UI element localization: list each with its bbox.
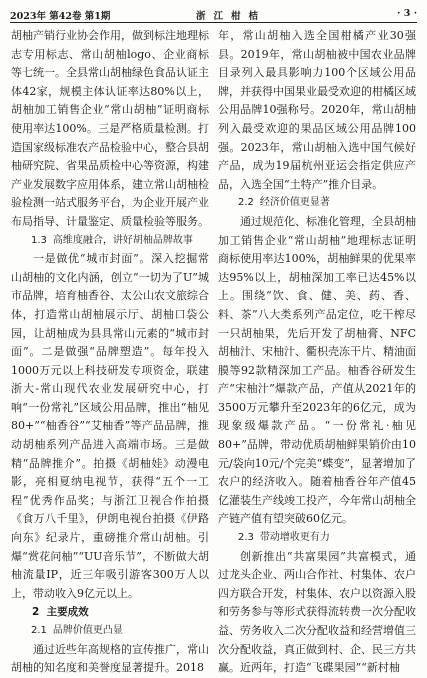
paragraph: 创新推出“共富果园”共富模式，通过龙头企业、两山合作社、村集体、农户四方联合开发，村集体、农户以资源入股和劳务参与等形式获得流转费一次分配收益、劳务收入二次分配收益和经营增值三次分配收益，真正做到村、企、民三方共赢。近两年，打造“飞碟果园”“新村柚 [218, 549, 416, 675]
subsection-heading-2-3 [218, 529, 416, 548]
section-title: 经济价值更显著 [259, 197, 330, 209]
paragraph: 通过规范化、标准化管理，全县胡柚加工销售企业“常山胡柚”地理标志证明商标使用率达100%，胡柚鲜果的优果率达95%以上，胡柚深加工率已达45%以上。围绕“饮、食、健、美、药、香、料、茶”八大类系列产品定位，吃干榨尽一只胡柚果，先后开发了胡柚膏、NFC胡柚汁、宋柚汁、衢枳壳冻干片、精油面膜等92款精深加工产品。柚香谷研发生产“宋柚汁”爆款产品，产值从2021年的3500万元攀升至2023年的6亿元，成为现象级爆款产品。“一份常礼·柚见80+”品牌，带动优质胡柚鲜果销价由10元/袋向10元/个完美“蝶变”，显著增加了农户的经济收入。随着柚香谷年产值45亿灌装生产线竣工投产，今年常山胡柚全产链产值有望突破60亿元。 [218, 214, 416, 526]
section-number: 2.3 [238, 532, 254, 544]
section-title: 带动增收更有力 [259, 532, 330, 544]
page-number: · 3 · [397, 8, 417, 19]
section-number: 2 [32, 606, 40, 619]
left-column [11, 27, 209, 678]
paragraph: 年，常山胡柚入选全国柑橘产业30强县。2019年，常山胡柚被中国农业品牌目录列入最具影响力100个区域公用品牌，并获得中国果业最受欢迎的柑橘区域公用品牌10强称号。2020年，常山胡柚列入最受欢迎的果品区域公用品牌100强。2023年，常山胡柚入选中国气候好产品，成为19届杭州亚运会指定供应产品，入选全国“土特产”推介目录。 [218, 29, 416, 191]
right-column [218, 27, 416, 678]
paragraph: 胡柚产销行业协会作用，做到标注地理标志专用标志、常山胡柚logo、企业商标等七统一。全县常山胡柚绿色食品认证主体42家，规模主体认证率达80%以上，胡柚加工销售企业“常山胡柚”证明商标使用率达100%。三是严格质量检测。打造国家级标准农产品检验中心，整合县胡柚研究院、省果品质检中心等资源，构建产业发展数字应用体系，建立常山胡柚检验检测一站式服务平台，为企业开展产业布局指导、计量鉴定、质量检验等服务。 [11, 29, 209, 228]
subsection-heading-2-1 [11, 622, 209, 641]
subsection-heading-1-3 [11, 232, 209, 251]
section-title: 高维度融合，讲好胡柚品牌故事 [52, 234, 193, 246]
journal-title: 浙江柑桔 [196, 11, 267, 22]
subsection-heading-2-2 [218, 194, 416, 213]
section-title: 主要成效 [46, 606, 89, 619]
section-number: 2.1 [31, 625, 47, 636]
page-header [10, 6, 417, 22]
section-number: 2.2 [238, 197, 254, 209]
journal-issue: 2023年 第42卷 第1期 [10, 11, 111, 22]
paragraph: 通过近些年高规格的宣传推广，常山胡柚的知名度和美誉度显著提升。2018 [11, 642, 209, 675]
section-title: 品牌价值更凸显 [52, 625, 123, 636]
header-rule [10, 22, 417, 23]
section-number: 1.3 [31, 234, 47, 246]
paragraph: 一是做优“城市封面”。深入挖掘常山胡柚的文化内涵，创立“一切为了U”城市品牌，培育柚香谷、太公山农文旅综合体，打造常山胡柚展示厅、胡柚口袋公园，让胡柚成为县具常山元素的“城市封面”。二是做强“品牌塑造”。每年投入1000万元以上科技研发专项资金，联建浙大-常山现代农业发展研究中心，打响“一份常礼”区域公用品牌，推出“柚见80+”“柚香谷”“艾柚香”等产品品牌，推动胡柚系列产品进入高端市场。三是做精“品牌推介”。拍摄《胡柚娃》动漫电影，亮相夏纳电视节，获得“五个一工程”优秀作品奖；与浙江卫视合作拍摄《食万八千里》，伊朗电视台拍摄《伊路向东》纪录片，重磅推介常山胡柚。引爆“赏花问柚”“UU音乐节”，不断做大胡柚流量IP，近三年吸引游客300万人以上，带动收入9亿元以上。 [11, 252, 209, 600]
section-heading-2 [11, 603, 209, 622]
